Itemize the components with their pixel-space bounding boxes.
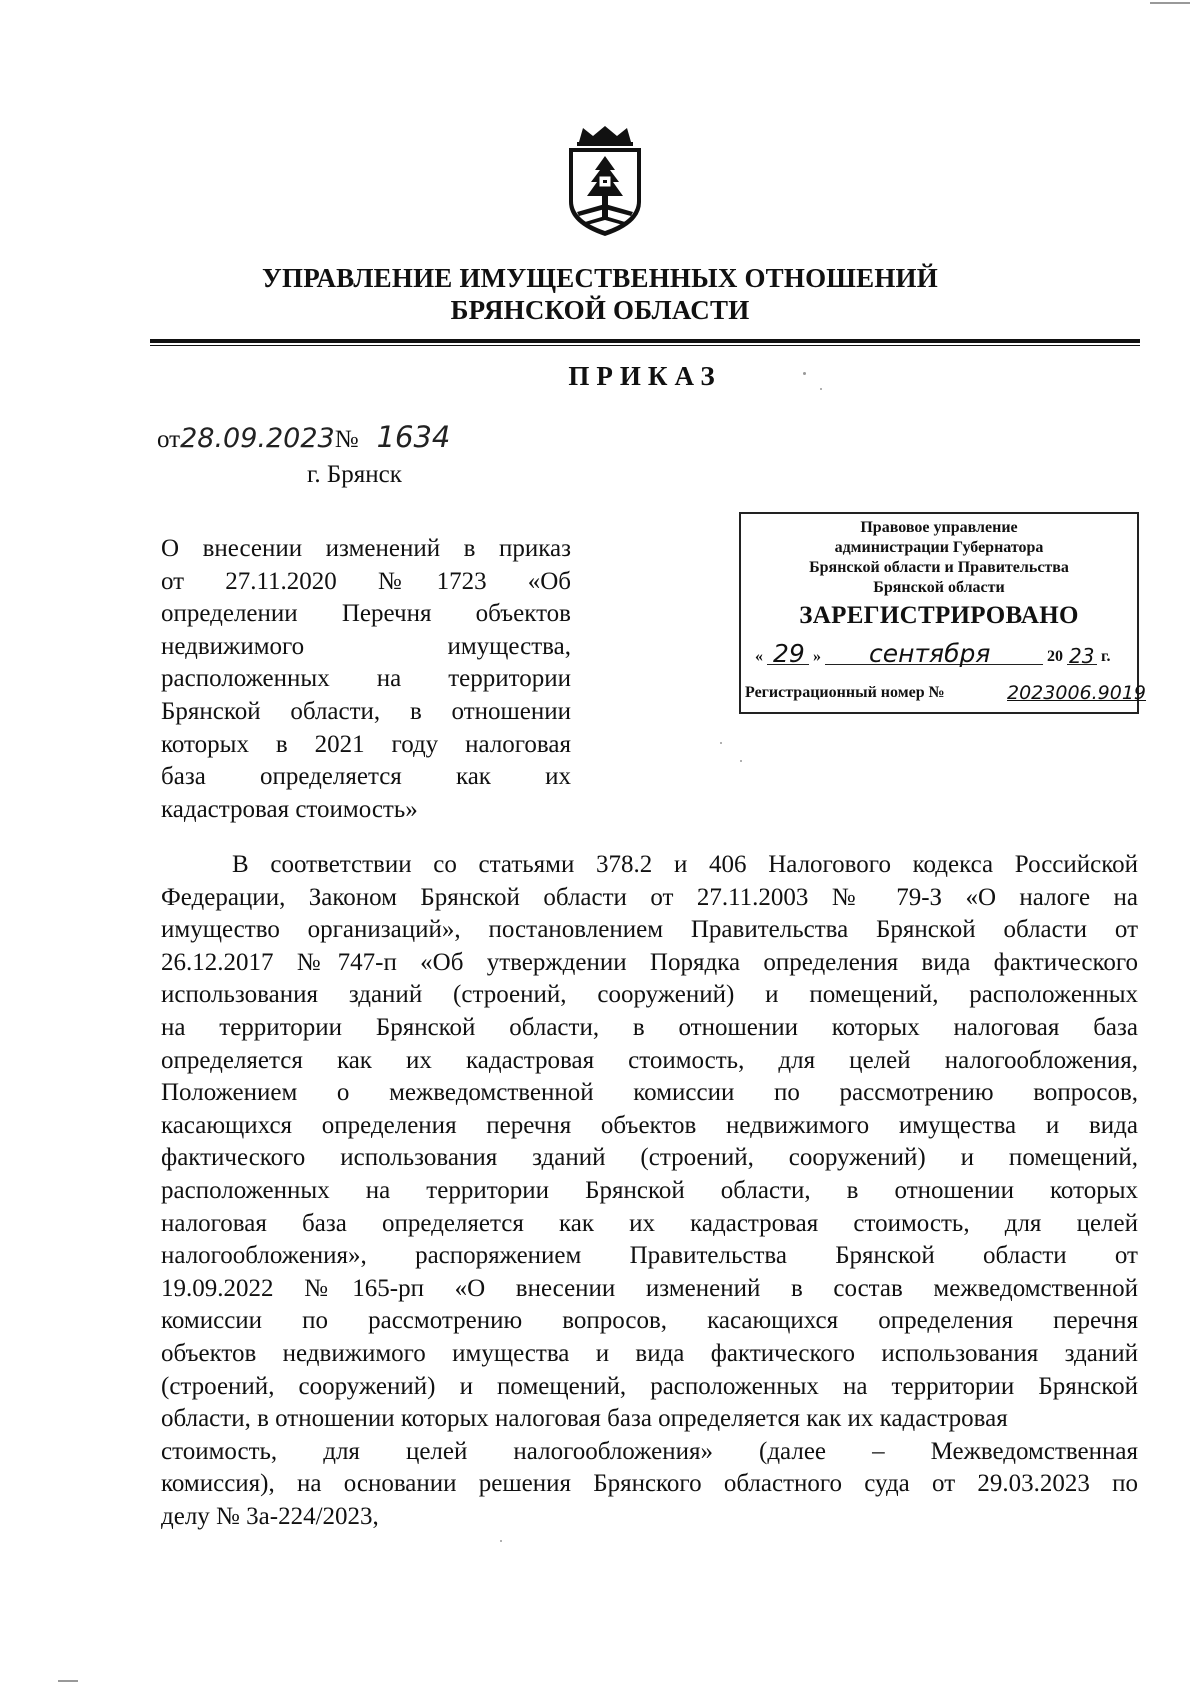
- stamp-status: ЗАРЕГИСТРИРОВАНО: [799, 602, 1079, 629]
- order-date-prefix: от: [157, 426, 181, 453]
- subject-line: кадастровая стоимость»: [161, 795, 418, 823]
- body-line: касающихся определения перечня объектов недвижимого имущества и вида: [161, 1111, 1138, 1139]
- scan-speck: [500, 1540, 502, 1542]
- subject-line: Брянской области, в отношении: [161, 697, 571, 725]
- order-subject: [161, 533, 571, 826]
- organization-title-line-2: БРЯНСКОЙ ОБЛАСТИ: [450, 295, 750, 325]
- body-line: определяется как их кадастровая стоимость, для целей налогообложения,: [161, 1046, 1138, 1074]
- body-line: стоимость, для целей налогообложения» (далее – Межведомственная: [161, 1437, 1138, 1465]
- body-line: комиссии по рассмотрению вопросов, касающихся определения перечня: [161, 1307, 1138, 1335]
- body-line: на территории Брянской области, в отношении которых налоговая база: [161, 1013, 1138, 1041]
- stamp-date-line: [741, 636, 1137, 672]
- body-line: налоговая база определяется как их кадастровая стоимость, для целей: [161, 1209, 1138, 1237]
- body-line: комиссия), на основании решения Брянского областного суда от 29.03.2023 по: [161, 1470, 1138, 1498]
- scan-speck: [1150, 2, 1190, 4]
- body-line: использования зданий (строений, сооружений) и помещений, расположенных: [161, 981, 1138, 1009]
- order-body: [161, 849, 1138, 1533]
- stamp-day-handwritten: 29: [773, 639, 805, 668]
- stamp-line-3: Брянской области и Правительства: [809, 559, 1069, 576]
- order-number-sign: №: [334, 426, 359, 453]
- scan-speck: [720, 742, 722, 744]
- subject-line: которых в 2021 году налоговая: [161, 730, 571, 758]
- subject-line: О внесении изменений в приказ: [161, 535, 571, 562]
- body-line: имущество организаций», постановлением Правительства Брянской области от: [161, 916, 1138, 944]
- organization-title-line-1: УПРАВЛЕНИЕ ИМУЩЕСТВЕННЫХ ОТНОШЕНИЙ: [262, 263, 938, 293]
- order-date-number-line: [157, 420, 450, 454]
- body-line: Федерации, Законом Брянской области от 27.11.2003 № 79-З «О налоге на: [161, 883, 1138, 911]
- stamp-year-suffix: г.: [1101, 648, 1111, 665]
- stamp-registration-number-handwritten: 2023006.9019: [1007, 682, 1147, 704]
- body-line: расположенных на территории Брянской области, в отношении которых: [161, 1176, 1138, 1204]
- stamp-line-1: Правовое управление: [860, 519, 1018, 536]
- bryansk-coat-of-arms-icon: [559, 124, 651, 242]
- stamp-registration-label: Регистрационный номер №: [745, 684, 945, 701]
- order-city: г. Брянск: [307, 461, 402, 488]
- body-line: (строений, сооружений) и помещений, расположенных на территории Брянской: [161, 1372, 1138, 1400]
- stamp-year-prefix: 20: [1047, 648, 1063, 665]
- body-line: области, в отношении которых налоговая база определяется как их кадастровая: [161, 1405, 1008, 1433]
- body-line: 26.12.2017 №747-п «Об утверждении Порядка определения вида фактического: [161, 948, 1138, 976]
- subject-line: определении Перечня объектов: [161, 600, 571, 628]
- scan-speck: [820, 388, 822, 390]
- stamp-line-4: Брянской области: [873, 579, 1005, 596]
- body-line: объектов недвижимого имущества и вида фактического использования зданий: [161, 1339, 1138, 1367]
- order-number-handwritten: 1634: [376, 420, 451, 454]
- body-line: Положением о межведомственной комиссии по рассмотрению вопросов,: [161, 1079, 1138, 1107]
- stamp-month-handwritten: сентября: [869, 639, 991, 668]
- header-rule-thin: [150, 345, 1140, 346]
- stamp-open-quote: «: [755, 648, 763, 665]
- subject-line: база определяется как их: [161, 763, 571, 791]
- stamp-close-quote: »: [813, 648, 821, 665]
- header-rule-thick: [150, 339, 1140, 343]
- body-line: В соответствии со статьями 378.2 и 406 Налогового кодекса Российской: [232, 851, 1138, 878]
- body-line: фактического использования зданий (строений, сооружений) и помещений,: [161, 1144, 1138, 1172]
- stamp-line-2: администрации Губернатора: [834, 539, 1044, 556]
- organization-title: [150, 262, 1050, 326]
- subject-line: расположенных на территории: [161, 665, 571, 693]
- body-line: делу № 3а-224/2023,: [161, 1502, 379, 1530]
- registration-stamp: [739, 512, 1147, 714]
- body-line: 19.09.2022 №165-рп «О внесении изменений в состав межведомственной: [161, 1274, 1138, 1302]
- subject-line: от 27.11.2020 №1723 «Об: [161, 567, 571, 595]
- subject-line: недвижимого имущества,: [161, 632, 571, 660]
- stamp-registration-line: [741, 678, 1147, 706]
- document-type-title: ПРИКАЗ: [568, 361, 722, 391]
- body-line: налогообложения», распоряжением Правительства Брянской области от: [161, 1242, 1138, 1270]
- order-date-handwritten: 28.09.2023: [180, 423, 335, 454]
- scan-speck: [740, 760, 742, 762]
- scan-speck: [803, 372, 806, 375]
- scan-speck: [58, 1680, 78, 1682]
- stamp-year-handwritten: 23: [1069, 644, 1095, 668]
